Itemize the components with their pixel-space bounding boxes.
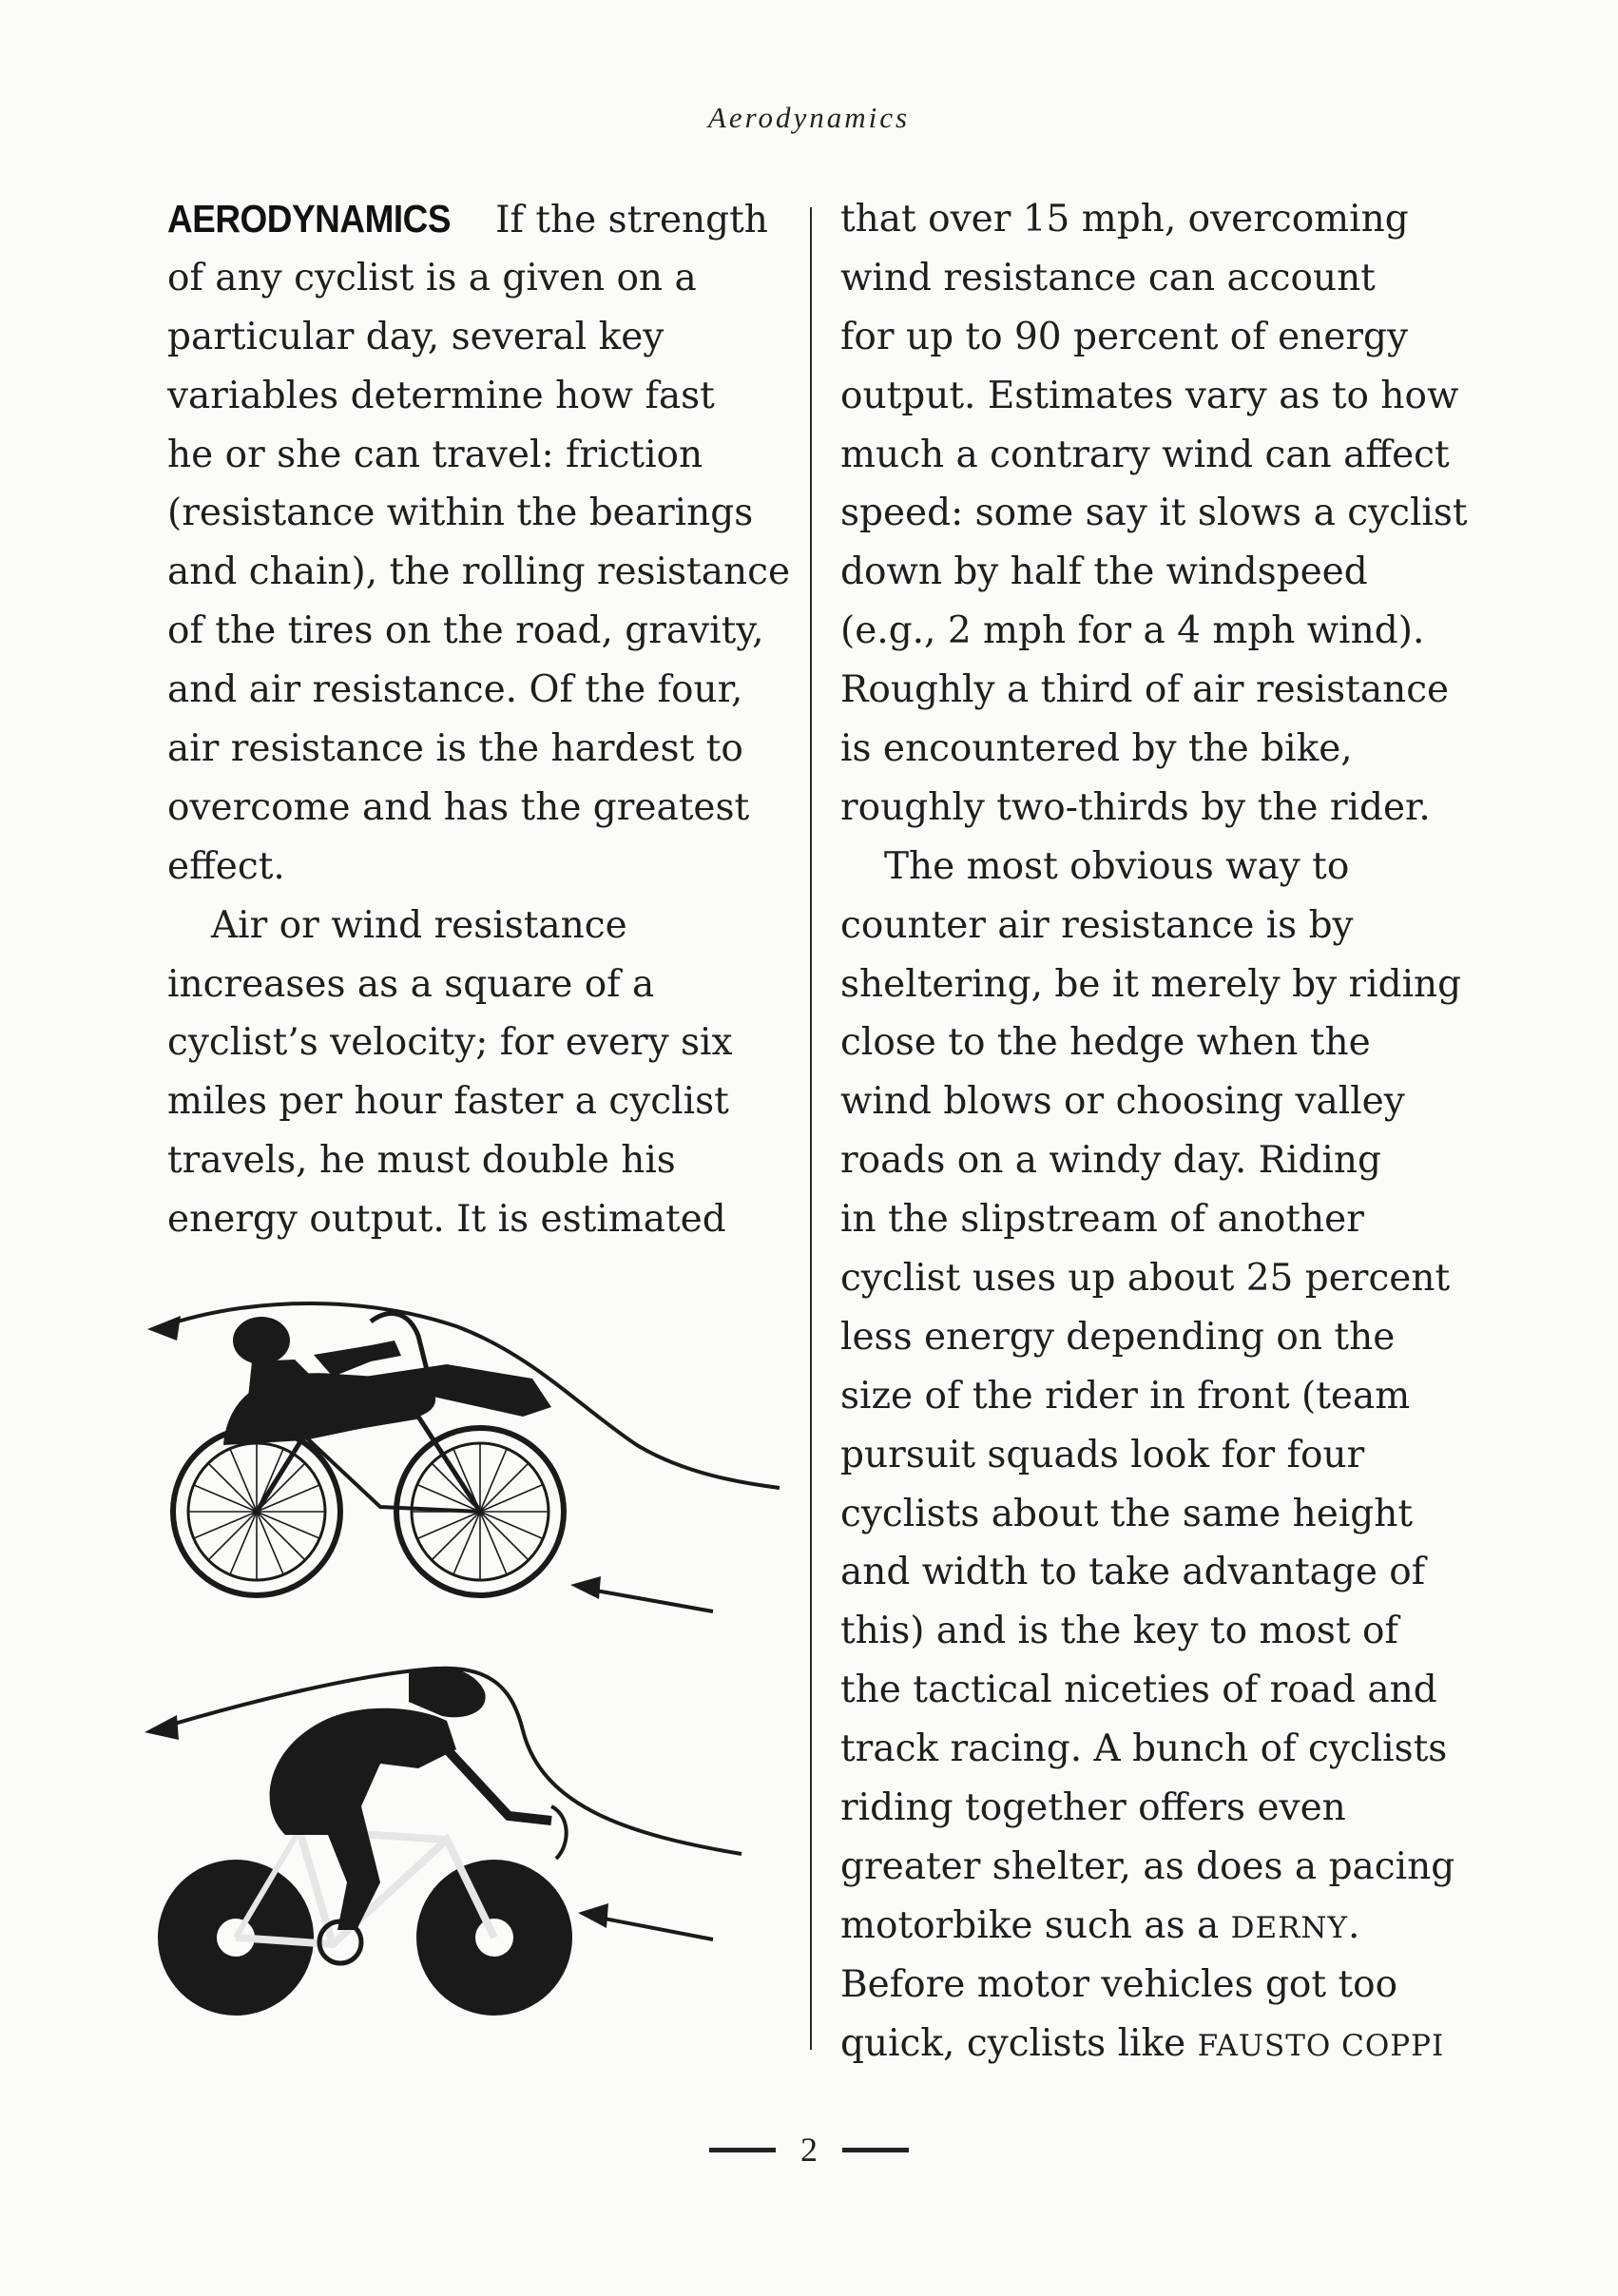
text-line: Roughly a third of air resistance <box>840 668 1450 712</box>
page-number: 2 <box>800 2131 818 2169</box>
text-line: miles per hour faster a cyclist <box>167 1080 729 1124</box>
text-line: energy output. It is estimated <box>167 1198 726 1242</box>
text-line: size of the rider in front (team <box>840 1374 1411 1418</box>
first-line <box>167 190 785 249</box>
coppi-line <box>840 2015 1468 2074</box>
text-line: increases as a square of a <box>167 962 655 1006</box>
text-line: this) and is the key to most of <box>840 1610 1398 1653</box>
text-line: air resistance is the hardest to <box>167 727 743 771</box>
entry-headword: AERODYNAMICS <box>167 197 452 241</box>
text-line: for up to 90 percent of energy <box>840 315 1409 358</box>
text-line: overcome and has the greatest <box>167 785 750 829</box>
text-line: particular day, several key <box>167 315 665 358</box>
running-head: Aerodynamics <box>707 101 911 134</box>
text-line: and chain), the rolling resistance <box>167 550 791 594</box>
text-line: the tactical niceties of road and <box>840 1669 1437 1712</box>
text-line: output. Estimates vary as to how <box>840 374 1459 417</box>
right-column <box>840 190 1468 2074</box>
text-line: . <box>1348 1903 1360 1947</box>
page-footer <box>0 2130 1618 2170</box>
recumbent-bike-icon <box>147 1303 780 1611</box>
text-line: motorbike such as a <box>840 1903 1231 1947</box>
text-line: is encountered by the bike, <box>840 727 1353 771</box>
text-line: Air or wind resistance <box>211 903 627 947</box>
footer-rule-left <box>709 2148 776 2152</box>
text-line: down by half the windspeed <box>840 550 1368 594</box>
text-line: quick, cyclists like <box>840 2021 1198 2065</box>
text-line: of the tires on the road, gravity, <box>167 609 764 653</box>
text-line: he or she can travel: friction <box>167 433 703 476</box>
text-line: (resistance within the bearings <box>167 492 754 535</box>
footer-rule-right <box>842 2148 909 2152</box>
text-line: track racing. A bunch of cyclists <box>840 1727 1448 1771</box>
text-line: of any cyclist is a given on a <box>167 256 697 299</box>
text-line: much a contrary wind can affect <box>840 433 1450 476</box>
column-divider <box>810 207 812 2050</box>
road-bike-icon <box>144 1667 742 2016</box>
text-line: travels, he must double his <box>167 1139 676 1183</box>
text-line: close to the hedge when the <box>840 1021 1371 1065</box>
derny-cross-reference: DERNY <box>1230 1910 1349 1945</box>
text-line: sheltering, be it merely by riding <box>840 962 1462 1006</box>
text-line: wind blows or choosing valley <box>840 1080 1405 1124</box>
text-line: that over 15 mph, overcoming <box>840 198 1409 241</box>
text-line: speed: some say it slows a cyclist <box>840 492 1468 535</box>
first-line-text: If the strength <box>495 199 768 241</box>
left-column <box>167 190 791 1249</box>
aerodynamics-illustration <box>133 1274 799 2054</box>
derny-line <box>840 1897 1468 1956</box>
text-line: variables determine how fast <box>167 374 715 417</box>
text-line: greater shelter, as does a pacing <box>840 1844 1455 1888</box>
text-line: less energy depending on the <box>840 1315 1396 1359</box>
text-line: (e.g., 2 mph for a 4 mph wind). <box>840 609 1425 653</box>
text-line: effect. <box>167 844 285 888</box>
text-line: and air resistance. Of the four, <box>167 668 743 712</box>
text-line: roads on a windy day. Riding <box>840 1139 1381 1183</box>
text-line: pursuit squads look for four <box>840 1433 1365 1476</box>
text-line: in the slipstream of another <box>840 1198 1364 1242</box>
text-line: Before motor vehicles got too <box>840 1962 1398 2006</box>
text-line: wind resistance can account <box>840 256 1376 299</box>
text-line: cyclists about the same height <box>840 1492 1414 1535</box>
text-line: and width to take advantage of <box>840 1551 1426 1594</box>
fausto-coppi-cross-reference: FAUSTO COPPI <box>1197 2028 1445 2063</box>
text-line: cyclist’s velocity; for every six <box>167 1021 733 1065</box>
text-line: counter air resistance is by <box>840 903 1354 947</box>
text-line: roughly two-thirds by the rider. <box>840 785 1431 829</box>
text-line: The most obvious way to <box>884 844 1350 888</box>
text-line: riding together offers even <box>840 1786 1346 1830</box>
text-line: cyclist uses up about 25 percent <box>840 1257 1451 1301</box>
